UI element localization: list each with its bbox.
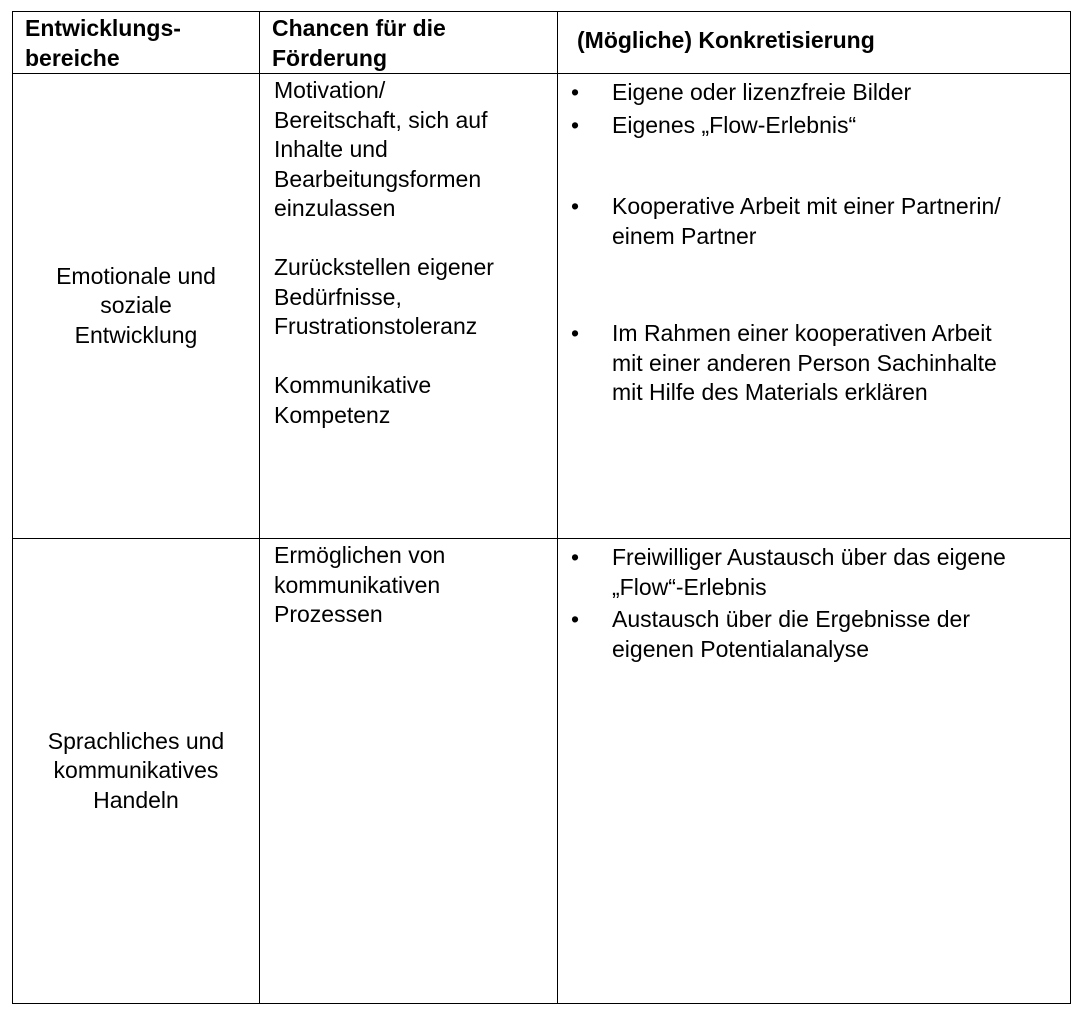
concretization-text: Im Rahmen einer kooperativen Arbeit mit einer anderen Person Sachinhalte mit Hilfe des Materials erklären (612, 320, 997, 405)
chances-cell (260, 74, 558, 539)
list-item (558, 192, 1062, 251)
bullet-icon: • (571, 79, 580, 105)
chance-item: Motivation/ Bereitschaft, sich auf Inhalte und Bearbeitungsformen einzulassen (274, 77, 488, 221)
concretization-cell (558, 74, 1071, 539)
list-item (558, 605, 1062, 664)
concretization-text: Eigene oder lizenzfreie Bilder (612, 79, 912, 105)
development-table (12, 11, 1071, 1004)
header-row (13, 12, 1071, 74)
concretization-text: Austausch über die Ergebnisse der eigenen Potentialanalyse (612, 606, 970, 662)
header-chances (260, 12, 558, 74)
bullet-icon: • (571, 193, 580, 219)
bullet-icon: • (571, 111, 580, 138)
concretization-list (558, 539, 1070, 664)
concretization-text: Kooperative Arbeit mit einer Partnerin/ einem Partner (612, 193, 1001, 249)
concretization-cell (558, 539, 1071, 1004)
chance-item: Zurückstellen eigener Bedürfnisse, Frustrationstoleranz (274, 254, 494, 339)
chance-item: Kommunikative Kompetenz (274, 372, 432, 428)
table-row (13, 539, 1071, 1004)
concretization-text: Eigenes „Flow-Erlebnis“ (612, 111, 857, 138)
bullet-icon: • (571, 606, 580, 632)
bullet-icon: • (571, 320, 580, 346)
list-item (558, 78, 1062, 108)
area-cell (13, 74, 260, 539)
chances-cell (260, 539, 558, 1004)
concretization-list (558, 74, 1070, 408)
header-chances-label: Chancen für die Förderung (272, 15, 446, 71)
table-row (13, 74, 1071, 539)
area-cell (13, 539, 260, 1004)
list-item (558, 319, 1062, 408)
concretization-text: Freiwilliger Austausch über das eigene „Flow“-Erlebnis (612, 544, 1006, 600)
chance-item: Ermöglichen von kommunikativen Prozessen (274, 542, 446, 627)
header-area-label: Entwicklungs- bereiche (25, 15, 181, 71)
header-concretization-label: (Mögliche) Konkretisierung (577, 27, 875, 53)
bullet-icon: • (571, 544, 580, 570)
list-item (558, 111, 1062, 141)
header-area (13, 12, 260, 74)
list-item (558, 543, 1062, 602)
area-label: Emotionale und soziale Entwicklung (56, 262, 216, 348)
header-concretization (558, 12, 1071, 74)
area-label: Sprachliches und kommunikatives Handeln (47, 727, 225, 813)
